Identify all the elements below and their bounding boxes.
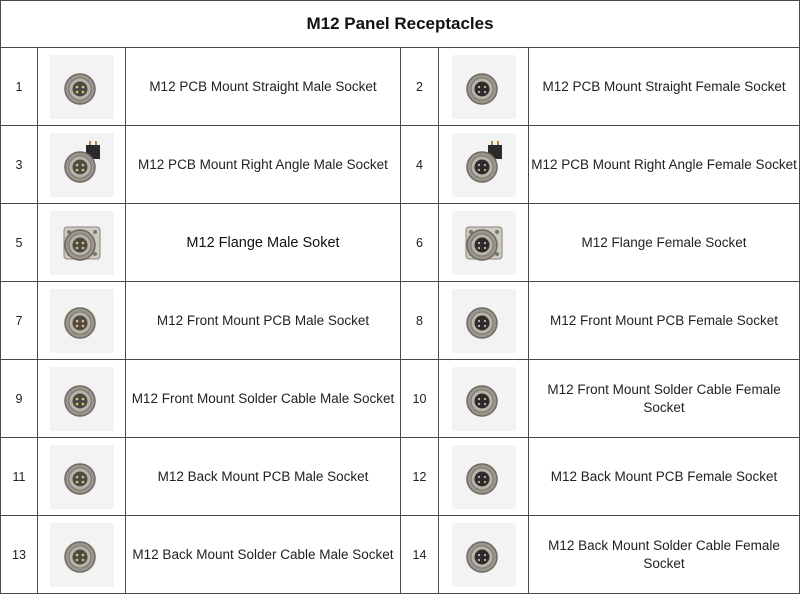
table-row xyxy=(1,48,800,126)
product-image-cell xyxy=(439,126,529,204)
product-image-cell xyxy=(439,360,529,438)
item-number: 6 xyxy=(401,204,439,282)
back-mount-male-socket-icon xyxy=(50,445,114,509)
table-row xyxy=(1,126,800,204)
product-label: M12 Flange Female Socket xyxy=(529,204,800,282)
product-image-cell xyxy=(38,438,126,516)
item-number: 3 xyxy=(1,126,38,204)
table-row xyxy=(1,282,800,360)
product-label: M12 PCB Mount Right Angle Female Socket xyxy=(529,126,800,204)
product-label: M12 PCB Mount Right Angle Male Socket xyxy=(126,126,401,204)
table-row xyxy=(1,204,800,282)
item-number: 5 xyxy=(1,204,38,282)
item-number: 14 xyxy=(401,516,439,594)
item-number: 4 xyxy=(401,126,439,204)
flange-male-socket-icon xyxy=(50,211,114,275)
product-label: M12 Back Mount PCB Male Socket xyxy=(126,438,401,516)
product-image-cell xyxy=(38,48,126,126)
product-label: M12 Back Mount Solder Cable Female Socket xyxy=(529,516,800,594)
back-solder-male-socket-icon xyxy=(50,523,114,587)
product-image-cell xyxy=(38,204,126,282)
table-row xyxy=(1,516,800,594)
product-label: M12 Flange Male Soket xyxy=(126,204,401,282)
item-number: 11 xyxy=(1,438,38,516)
product-label: M12 Back Mount PCB Female Socket xyxy=(529,438,800,516)
product-label: M12 Front Mount PCB Male Socket xyxy=(126,282,401,360)
table-row xyxy=(1,360,800,438)
product-image-cell xyxy=(38,360,126,438)
right-angle-female-socket-icon xyxy=(452,133,516,197)
table-title: M12 Panel Receptacles xyxy=(1,1,800,48)
table-row xyxy=(1,438,800,516)
item-number: 8 xyxy=(401,282,439,360)
back-mount-female-socket-icon xyxy=(452,445,516,509)
product-image-cell xyxy=(439,516,529,594)
item-number: 12 xyxy=(401,438,439,516)
front-solder-female-socket-icon xyxy=(452,367,516,431)
product-image-cell xyxy=(439,48,529,126)
item-number: 2 xyxy=(401,48,439,126)
product-image-cell xyxy=(38,282,126,360)
back-solder-female-socket-icon xyxy=(452,523,516,587)
front-mount-male-socket-icon xyxy=(50,289,114,353)
item-number: 9 xyxy=(1,360,38,438)
product-image-cell xyxy=(38,516,126,594)
product-label: M12 PCB Mount Straight Female Socket xyxy=(529,48,800,126)
right-angle-male-socket-icon xyxy=(50,133,114,197)
item-number: 7 xyxy=(1,282,38,360)
item-number: 10 xyxy=(401,360,439,438)
straight-female-socket-icon xyxy=(452,55,516,119)
product-label: M12 Back Mount Solder Cable Male Socket xyxy=(126,516,401,594)
product-label: M12 Front Mount Solder Cable Female Socket xyxy=(529,360,800,438)
front-mount-female-socket-icon xyxy=(452,289,516,353)
straight-male-socket-icon xyxy=(50,55,114,119)
item-number: 13 xyxy=(1,516,38,594)
front-solder-male-socket-icon xyxy=(50,367,114,431)
product-label: M12 PCB Mount Straight Male Socket xyxy=(126,48,401,126)
product-image-cell xyxy=(439,282,529,360)
product-label: M12 Front Mount Solder Cable Male Socket xyxy=(126,360,401,438)
product-image-cell xyxy=(439,204,529,282)
item-number: 1 xyxy=(1,48,38,126)
product-label: M12 Front Mount PCB Female Socket xyxy=(529,282,800,360)
product-image-cell xyxy=(38,126,126,204)
flange-female-socket-icon xyxy=(452,211,516,275)
product-image-cell xyxy=(439,438,529,516)
